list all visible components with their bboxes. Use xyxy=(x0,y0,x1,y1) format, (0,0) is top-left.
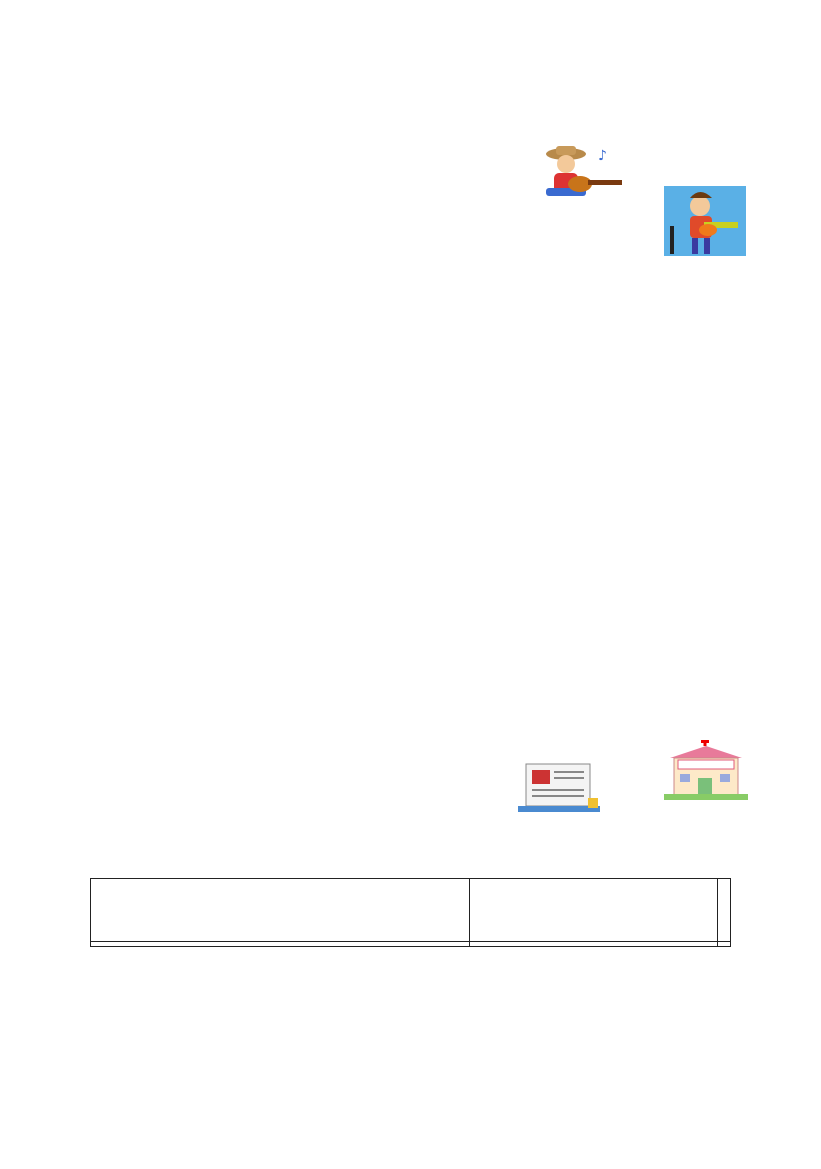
border-right xyxy=(755,88,799,1092)
blanks-cell xyxy=(718,942,731,947)
column-b-header xyxy=(469,879,717,942)
border-top xyxy=(28,30,793,86)
answers-cell xyxy=(469,942,717,947)
border-left xyxy=(30,88,74,1092)
column-a-header xyxy=(91,879,470,942)
matching-table xyxy=(90,878,731,947)
questions-cell xyxy=(91,942,470,947)
svg-text:♪: ♪ xyxy=(598,148,607,164)
column-c-header xyxy=(718,879,731,942)
hospital-icon xyxy=(664,740,748,800)
newspaper-reader-icon xyxy=(518,758,600,814)
guitar-player-icon xyxy=(528,140,628,202)
border-bottom xyxy=(28,1094,793,1150)
rock-guitarist-icon xyxy=(664,186,746,256)
